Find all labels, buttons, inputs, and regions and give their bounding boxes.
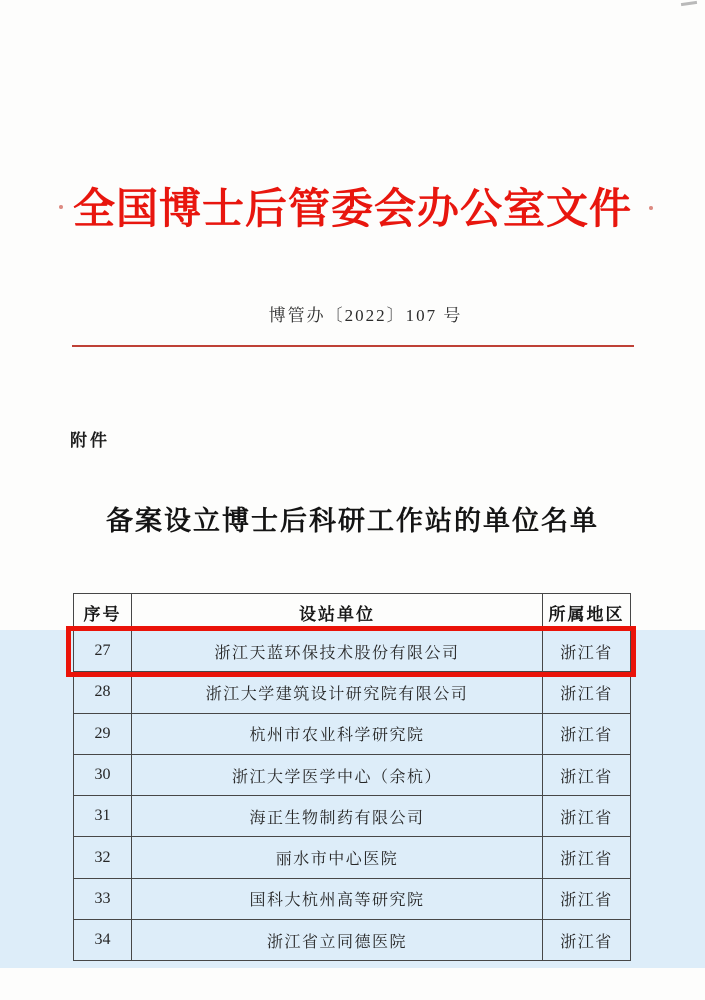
table-row xyxy=(74,672,631,713)
table-row xyxy=(74,796,631,837)
row-index-cell: 34 xyxy=(74,920,132,961)
unit-name-cell: 海正生物制药有限公司 xyxy=(132,796,543,837)
row-index-cell: 29 xyxy=(74,713,132,754)
letterhead-title: 全国博士后管委会办公室文件 xyxy=(72,187,632,233)
row-index-cell: 27 xyxy=(74,631,132,672)
unit-name-cell: 浙江天蓝环保技术股份有限公司 xyxy=(132,631,543,672)
unit-name-cell: 浙江大学建筑设计研究院有限公司 xyxy=(132,672,543,713)
column-header-unit: 设站单位 xyxy=(132,594,543,631)
scan-artifact-dash xyxy=(681,1,697,6)
row-index-cell: 30 xyxy=(74,754,132,795)
row-index-cell: 31 xyxy=(74,796,132,837)
column-header-index: 序号 xyxy=(74,594,132,631)
region-cell: 浙江省 xyxy=(543,631,631,672)
region-cell: 浙江省 xyxy=(543,796,631,837)
unit-name-cell: 浙江大学医学中心（余杭） xyxy=(132,754,543,795)
attachment-title: 备案设立博士后科研工作站的单位名单 xyxy=(106,506,599,536)
region-cell: 浙江省 xyxy=(543,920,631,961)
unit-name-cell: 国科大杭州高等研究院 xyxy=(132,878,543,919)
header-row xyxy=(74,594,631,631)
units-table xyxy=(73,593,631,961)
attachment-label: 附件 xyxy=(70,431,110,450)
row-index-cell: 28 xyxy=(74,672,132,713)
table-row xyxy=(74,713,631,754)
region-cell: 浙江省 xyxy=(543,878,631,919)
unit-name-cell: 杭州市农业科学研究院 xyxy=(132,713,543,754)
units-table-body xyxy=(74,631,631,961)
region-cell: 浙江省 xyxy=(543,837,631,878)
table-row xyxy=(74,837,631,878)
table-row xyxy=(74,878,631,919)
red-divider-rule xyxy=(72,345,634,347)
region-cell: 浙江省 xyxy=(543,672,631,713)
unit-name-cell: 丽水市中心医院 xyxy=(132,837,543,878)
table-row xyxy=(74,754,631,795)
column-header-region: 所属地区 xyxy=(543,594,631,631)
table-row xyxy=(74,920,631,961)
row-index-cell: 33 xyxy=(74,878,132,919)
table-row-highlighted xyxy=(74,631,631,672)
row-index-cell: 32 xyxy=(74,837,132,878)
region-cell: 浙江省 xyxy=(543,713,631,754)
document-number: 博管办〔2022〕107 号 xyxy=(268,306,463,325)
unit-name-cell: 浙江省立同德医院 xyxy=(132,920,543,961)
units-table-header xyxy=(74,594,631,631)
region-cell: 浙江省 xyxy=(543,754,631,795)
